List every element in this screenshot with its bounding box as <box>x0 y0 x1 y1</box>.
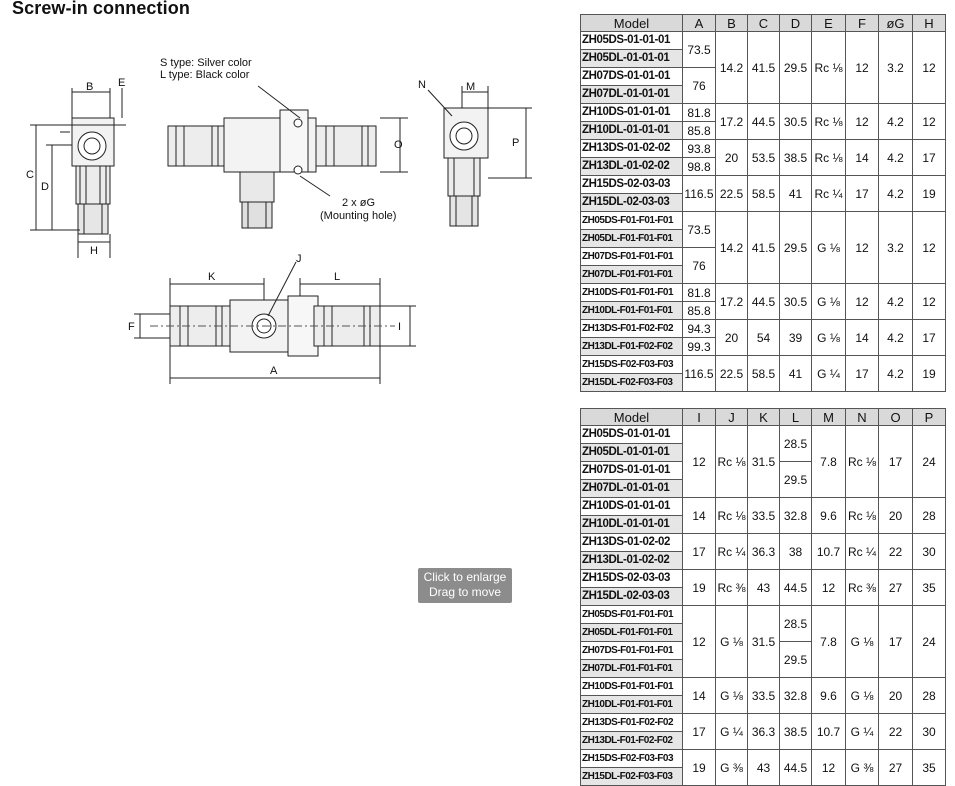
dim-O: O <box>394 139 403 151</box>
cell-n: G ⅛ <box>846 606 879 678</box>
cell-i: 19 <box>683 750 716 786</box>
enlarge-text: Click to enlarge <box>423 570 507 584</box>
table-row <box>581 176 946 194</box>
cell-g: 4.2 <box>879 284 913 320</box>
column-header-o: O <box>879 409 913 426</box>
cell-o: 17 <box>879 606 913 678</box>
model-cell: ZH13DL-01-02-02 <box>581 552 683 570</box>
model-cell: ZH13DS-F01-F02-F02 <box>581 320 683 338</box>
cell-d: 30.5 <box>780 104 812 140</box>
cell-n: G ¼ <box>846 714 879 750</box>
cell-h: 19 <box>913 356 946 392</box>
cell-a: 116.5 <box>683 356 716 392</box>
model-cell: ZH15DL-02-03-03 <box>581 588 683 606</box>
cell-e: G ¼ <box>812 356 846 392</box>
column-header-l: L <box>780 409 812 426</box>
model-cell: ZH07DS-01-01-01 <box>581 68 683 86</box>
cell-l: 44.5 <box>780 570 812 606</box>
cell-n: Rc ⅛ <box>846 426 879 498</box>
cell-c: 44.5 <box>748 104 780 140</box>
model-cell: ZH07DL-01-01-01 <box>581 480 683 498</box>
cell-b: 20 <box>716 140 748 176</box>
table-row <box>581 714 946 732</box>
model-cell: ZH15DS-F02-F03-F03 <box>581 356 683 374</box>
cell-k: 36.3 <box>748 534 780 570</box>
model-cell: ZH15DS-02-03-03 <box>581 570 683 588</box>
cell-f: 12 <box>846 212 879 284</box>
cell-i: 14 <box>683 498 716 534</box>
dim-B: B <box>86 81 94 93</box>
side-view-left <box>30 88 126 258</box>
cell-k: 36.3 <box>748 714 780 750</box>
cell-j: Rc ⅛ <box>716 498 748 534</box>
model-cell: ZH07DS-01-01-01 <box>581 462 683 480</box>
table-row <box>581 678 946 696</box>
cell-e: G ⅛ <box>812 320 846 356</box>
table-row <box>581 570 946 588</box>
cell-i: 14 <box>683 678 716 714</box>
dimension-drawing[interactable] <box>0 0 560 400</box>
cell-c: 54 <box>748 320 780 356</box>
cell-l: 28.5 <box>780 606 812 642</box>
table-row <box>581 32 946 50</box>
model-cell: ZH07DS-F01-F01-F01 <box>581 248 683 266</box>
cell-h: 17 <box>913 140 946 176</box>
cell-l: 44.5 <box>780 750 812 786</box>
cell-f: 14 <box>846 320 879 356</box>
model-cell: ZH07DL-F01-F01-F01 <box>581 266 683 284</box>
cell-e: Rc ⅛ <box>812 32 846 104</box>
model-cell: ZH10DS-01-01-01 <box>581 104 683 122</box>
cell-i: 12 <box>683 426 716 498</box>
cell-p: 30 <box>913 714 946 750</box>
cell-d: 41 <box>780 356 812 392</box>
model-cell: ZH05DS-01-01-01 <box>581 426 683 444</box>
model-cell: ZH10DL-01-01-01 <box>581 516 683 534</box>
model-cell: ZH10DL-01-01-01 <box>581 122 683 140</box>
cell-f: 12 <box>846 284 879 320</box>
cell-k: 43 <box>748 750 780 786</box>
cell-j: G ⅜ <box>716 750 748 786</box>
cell-b: 17.2 <box>716 104 748 140</box>
cell-l: 32.8 <box>780 678 812 714</box>
cell-d: 30.5 <box>780 284 812 320</box>
model-cell: ZH07DL-F01-F01-F01 <box>581 660 683 678</box>
column-header-k: K <box>748 409 780 426</box>
page-title: Screw-in connection <box>12 0 190 18</box>
cell-a: 81.8 <box>683 284 716 302</box>
dim-L: L <box>334 271 341 283</box>
cell-g: 4.2 <box>879 176 913 212</box>
cell-i: 19 <box>683 570 716 606</box>
column-header-i: I <box>683 409 716 426</box>
cell-d: 29.5 <box>780 32 812 104</box>
cell-l: 38 <box>780 534 812 570</box>
cell-j: Rc ⅛ <box>716 426 748 498</box>
cell-i: 17 <box>683 534 716 570</box>
model-cell: ZH05DL-F01-F01-F01 <box>581 230 683 248</box>
column-header-e: E <box>812 15 846 32</box>
column-header-a: A <box>683 15 716 32</box>
dim-K: K <box>208 271 216 283</box>
column-header-model: Model <box>581 409 683 426</box>
cell-j: Rc ¼ <box>716 534 748 570</box>
cell-d: 41 <box>780 176 812 212</box>
model-cell: ZH13DS-01-02-02 <box>581 140 683 158</box>
cell-l: 28.5 <box>780 426 812 462</box>
cell-m: 7.8 <box>812 426 846 498</box>
cell-b: 22.5 <box>716 176 748 212</box>
model-cell: ZH15DL-F02-F03-F03 <box>581 768 683 786</box>
column-header-p: P <box>913 409 946 426</box>
cell-f: 17 <box>846 176 879 212</box>
model-cell: ZH10DL-F01-F01-F01 <box>581 696 683 714</box>
dimensions-table-2 <box>580 408 946 786</box>
cell-a: 73.5 <box>683 212 716 248</box>
model-cell: ZH05DS-F01-F01-F01 <box>581 606 683 624</box>
cell-n: Rc ¼ <box>846 534 879 570</box>
model-cell: ZH05DL-01-01-01 <box>581 444 683 462</box>
cell-p: 35 <box>913 750 946 786</box>
cell-f: 12 <box>846 104 879 140</box>
cell-c: 53.5 <box>748 140 780 176</box>
column-header-d: D <box>780 15 812 32</box>
cell-n: G ⅜ <box>846 750 879 786</box>
label-s-type: S type: Silver color <box>160 57 252 69</box>
cell-a: 85.8 <box>683 302 716 320</box>
cell-e: Rc ⅛ <box>812 140 846 176</box>
cell-n: Rc ⅜ <box>846 570 879 606</box>
label-l-type: L type: Black color <box>160 69 250 81</box>
dimensions-table-1 <box>580 14 946 392</box>
cell-d: 38.5 <box>780 140 812 176</box>
dim-J: J <box>296 253 302 265</box>
table-row <box>581 320 946 338</box>
cell-l: 29.5 <box>780 462 812 498</box>
cell-b: 22.5 <box>716 356 748 392</box>
model-cell: ZH15DL-02-03-03 <box>581 194 683 212</box>
dim-C: C <box>26 169 34 181</box>
column-header-n: N <box>846 409 879 426</box>
cell-d: 39 <box>780 320 812 356</box>
cell-a: 76 <box>683 68 716 104</box>
dim-D: D <box>41 181 49 193</box>
cell-m: 7.8 <box>812 606 846 678</box>
cell-a: 85.8 <box>683 122 716 140</box>
model-cell: ZH10DL-F01-F01-F01 <box>581 302 683 320</box>
model-cell: ZH05DS-01-01-01 <box>581 32 683 50</box>
cell-p: 28 <box>913 498 946 534</box>
cell-e: G ⅛ <box>812 284 846 320</box>
model-cell: ZH05DL-01-01-01 <box>581 50 683 68</box>
cell-a: 81.8 <box>683 104 716 122</box>
cell-a: 76 <box>683 248 716 284</box>
cell-k: 43 <box>748 570 780 606</box>
cell-f: 17 <box>846 356 879 392</box>
cell-h: 12 <box>913 212 946 284</box>
cell-e: Rc ¼ <box>812 176 846 212</box>
table-row <box>581 606 946 624</box>
cell-k: 31.5 <box>748 426 780 498</box>
cell-p: 28 <box>913 678 946 714</box>
column-header-f: F <box>846 15 879 32</box>
cell-g: 4.2 <box>879 104 913 140</box>
cell-h: 19 <box>913 176 946 212</box>
cell-h: 17 <box>913 320 946 356</box>
cell-j: G ⅛ <box>716 606 748 678</box>
cell-b: 20 <box>716 320 748 356</box>
enlarge-overlay[interactable] <box>418 568 512 603</box>
cell-o: 22 <box>879 714 913 750</box>
cell-c: 41.5 <box>748 212 780 284</box>
cell-l: 38.5 <box>780 714 812 750</box>
table-row <box>581 426 946 444</box>
cell-m: 9.6 <box>812 498 846 534</box>
cell-h: 12 <box>913 32 946 104</box>
cell-g: 4.2 <box>879 320 913 356</box>
cell-f: 14 <box>846 140 879 176</box>
model-cell: ZH13DS-01-02-02 <box>581 534 683 552</box>
model-cell: ZH13DL-01-02-02 <box>581 158 683 176</box>
cell-e: Rc ⅛ <box>812 104 846 140</box>
model-cell: ZH10DS-F01-F01-F01 <box>581 284 683 302</box>
model-cell: ZH13DL-F01-F02-F02 <box>581 338 683 356</box>
cell-o: 20 <box>879 678 913 714</box>
table-row <box>581 104 946 122</box>
cell-j: G ¼ <box>716 714 748 750</box>
cell-p: 24 <box>913 606 946 678</box>
cell-c: 58.5 <box>748 356 780 392</box>
dim-M: M <box>466 81 476 93</box>
model-cell: ZH10DS-F01-F01-F01 <box>581 678 683 696</box>
cell-o: 22 <box>879 534 913 570</box>
cell-g: 4.2 <box>879 140 913 176</box>
model-cell: ZH07DL-01-01-01 <box>581 86 683 104</box>
cell-g: 4.2 <box>879 356 913 392</box>
column-header-b: B <box>716 15 748 32</box>
cell-k: 31.5 <box>748 606 780 678</box>
model-cell: ZH15DS-02-03-03 <box>581 176 683 194</box>
cell-m: 10.7 <box>812 534 846 570</box>
cell-h: 12 <box>913 104 946 140</box>
drag-text: Drag to move <box>428 585 502 599</box>
label-mounting-qty: 2 x øG <box>342 197 376 209</box>
column-header-g: øG <box>879 15 913 32</box>
table-row <box>581 212 946 230</box>
cell-p: 35 <box>913 570 946 606</box>
cell-o: 20 <box>879 498 913 534</box>
cell-a: 93.8 <box>683 140 716 158</box>
cell-m: 12 <box>812 750 846 786</box>
dim-N: N <box>418 79 426 91</box>
column-header-c: C <box>748 15 780 32</box>
cell-h: 12 <box>913 284 946 320</box>
cell-o: 27 <box>879 750 913 786</box>
model-cell: ZH05DS-F01-F01-F01 <box>581 212 683 230</box>
cell-e: G ⅛ <box>812 212 846 284</box>
cell-c: 58.5 <box>748 176 780 212</box>
cell-l: 29.5 <box>780 642 812 678</box>
cell-c: 41.5 <box>748 32 780 104</box>
column-header-h: H <box>913 15 946 32</box>
dim-F: F <box>128 321 135 333</box>
dim-H: H <box>90 245 98 257</box>
dim-E: E <box>118 77 126 89</box>
cell-a: 73.5 <box>683 32 716 68</box>
cell-b: 14.2 <box>716 212 748 284</box>
cell-n: Rc ⅛ <box>846 498 879 534</box>
model-cell: ZH07DS-F01-F01-F01 <box>581 642 683 660</box>
table-row <box>581 498 946 516</box>
model-cell: ZH13DL-F01-F02-F02 <box>581 732 683 750</box>
model-cell: ZH15DL-F02-F03-F03 <box>581 374 683 392</box>
cell-b: 14.2 <box>716 32 748 104</box>
column-header-m: M <box>812 409 846 426</box>
model-cell: ZH05DL-F01-F01-F01 <box>581 624 683 642</box>
cell-k: 33.5 <box>748 678 780 714</box>
table-row <box>581 534 946 552</box>
model-cell: ZH15DS-F02-F03-F03 <box>581 750 683 768</box>
cell-i: 12 <box>683 606 716 678</box>
cell-p: 24 <box>913 426 946 498</box>
cell-m: 9.6 <box>812 678 846 714</box>
label-mounting-note: (Mounting hole) <box>320 210 397 222</box>
dim-I: I <box>398 321 402 333</box>
column-header-model: Model <box>581 15 683 32</box>
cell-g: 3.2 <box>879 32 913 104</box>
cell-p: 30 <box>913 534 946 570</box>
cell-d: 29.5 <box>780 212 812 284</box>
cell-a: 99.3 <box>683 338 716 356</box>
cell-c: 44.5 <box>748 284 780 320</box>
column-header-j: J <box>716 409 748 426</box>
table-row <box>581 750 946 768</box>
cell-a: 94.3 <box>683 320 716 338</box>
cell-o: 17 <box>879 426 913 498</box>
cell-l: 32.8 <box>780 498 812 534</box>
side-view-right <box>428 86 532 226</box>
cell-j: Rc ⅜ <box>716 570 748 606</box>
cell-f: 12 <box>846 32 879 104</box>
cell-g: 3.2 <box>879 212 913 284</box>
model-cell: ZH13DS-F01-F02-F02 <box>581 714 683 732</box>
dim-P: P <box>512 137 520 149</box>
cell-i: 17 <box>683 714 716 750</box>
cell-b: 17.2 <box>716 284 748 320</box>
cell-a: 116.5 <box>683 176 716 212</box>
table-row <box>581 284 946 302</box>
dim-A: A <box>270 365 278 377</box>
cell-k: 33.5 <box>748 498 780 534</box>
cell-m: 10.7 <box>812 714 846 750</box>
model-cell: ZH10DS-01-01-01 <box>581 498 683 516</box>
table-row <box>581 140 946 158</box>
table-row <box>581 356 946 374</box>
cell-o: 27 <box>879 570 913 606</box>
cell-m: 12 <box>812 570 846 606</box>
cell-n: G ⅛ <box>846 678 879 714</box>
cell-j: G ⅛ <box>716 678 748 714</box>
cell-a: 98.8 <box>683 158 716 176</box>
